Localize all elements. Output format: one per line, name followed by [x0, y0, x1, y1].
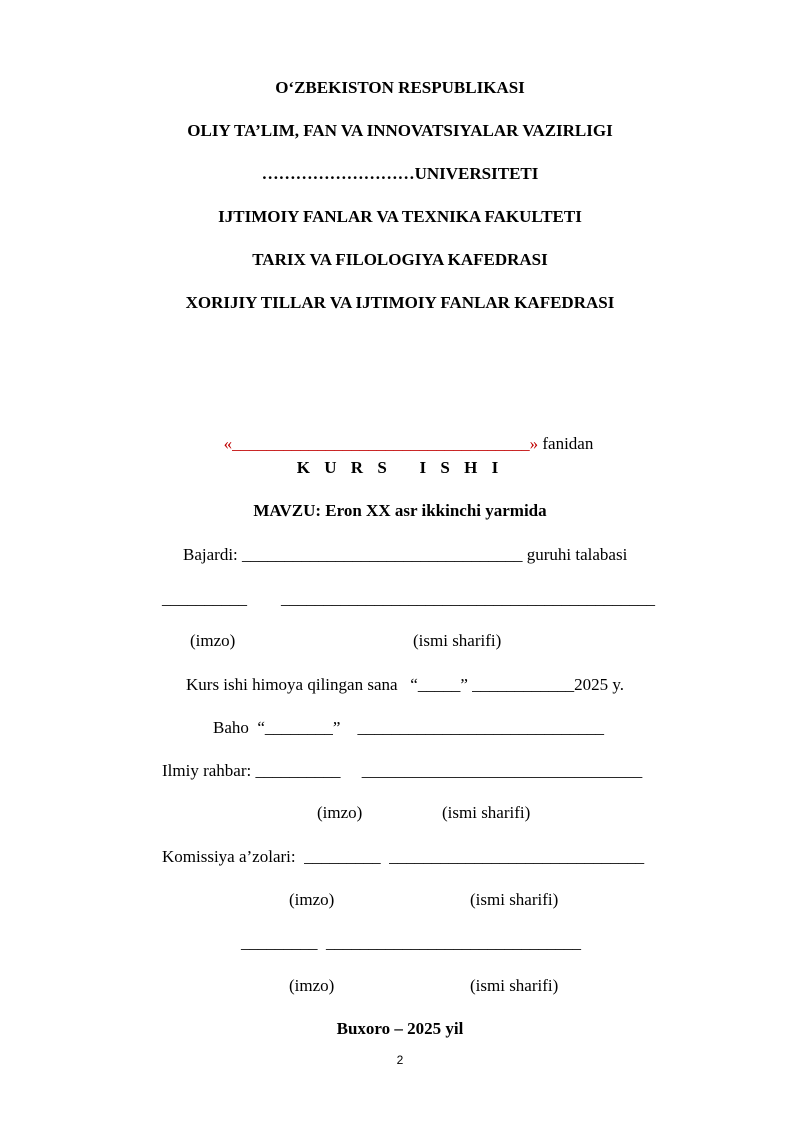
faculty-heading: IJTIMOIY FANLAR VA TEXNIKA FAKULTETI — [218, 207, 582, 226]
university-heading: ………………………UNIVERSITETI — [261, 164, 539, 183]
student-name-label: (ismi sharifi) — [413, 631, 502, 650]
work-type-title: K U R S I S H I — [296, 458, 504, 477]
department-heading-2: XORIJIY TILLAR VA IJTIMOIY FANLAR KAFEDRASI — [185, 293, 615, 312]
student-sign-blank: __________ — [162, 589, 247, 608]
commission-line-2: _________ ______________________________ — [241, 933, 581, 952]
page-number: 2 — [396, 1053, 404, 1067]
ministry-heading: OLIY TA’LIM, FAN VA INNOVATSIYALAR VAZIRLIGI — [187, 121, 613, 140]
student-line: Bajardi: _________________________________ guruhi talabasi — [183, 545, 628, 564]
subject-open-quote: « — [223, 434, 233, 453]
topic-title: MAVZU: Eron XX asr ikkinchi yarmida — [253, 501, 547, 520]
subject-close-quote: » — [529, 434, 539, 453]
place-year-footer: Buxoro – 2025 yil — [336, 1019, 464, 1038]
commission-line-1: Komissiya a’zolari: _________ ______________________________ — [162, 847, 645, 866]
grade-line: Baho “________” _____________________________ — [213, 718, 604, 737]
commission-name-label-2: (ismi sharifi) — [470, 976, 559, 995]
student-sign-label: (imzo) — [190, 631, 236, 650]
subject-blank: ___________________________________ — [232, 434, 530, 453]
supervisor-line: Ilmiy rahbar: __________ _________________________________ — [162, 761, 643, 780]
commission-sign-label-1: (imzo) — [289, 890, 335, 909]
commission-name-label-1: (ismi sharifi) — [470, 890, 559, 909]
supervisor-name-label: (ismi sharifi) — [442, 803, 531, 822]
defense-date-line: Kurs ishi himoya qilingan sana “_____” ____________2025 y. — [186, 675, 625, 694]
commission-sign-label-2: (imzo) — [289, 976, 335, 995]
department-heading: TARIX VA FILOLOGIYA KAFEDRASI — [252, 250, 548, 269]
student-name-blank: ____________________________________________ — [281, 589, 655, 608]
country-heading: O‘ZBEKISTON RESPUBLIKASI — [275, 78, 525, 97]
supervisor-sign-label: (imzo) — [317, 803, 363, 822]
subject-suffix: fanidan — [538, 434, 594, 453]
